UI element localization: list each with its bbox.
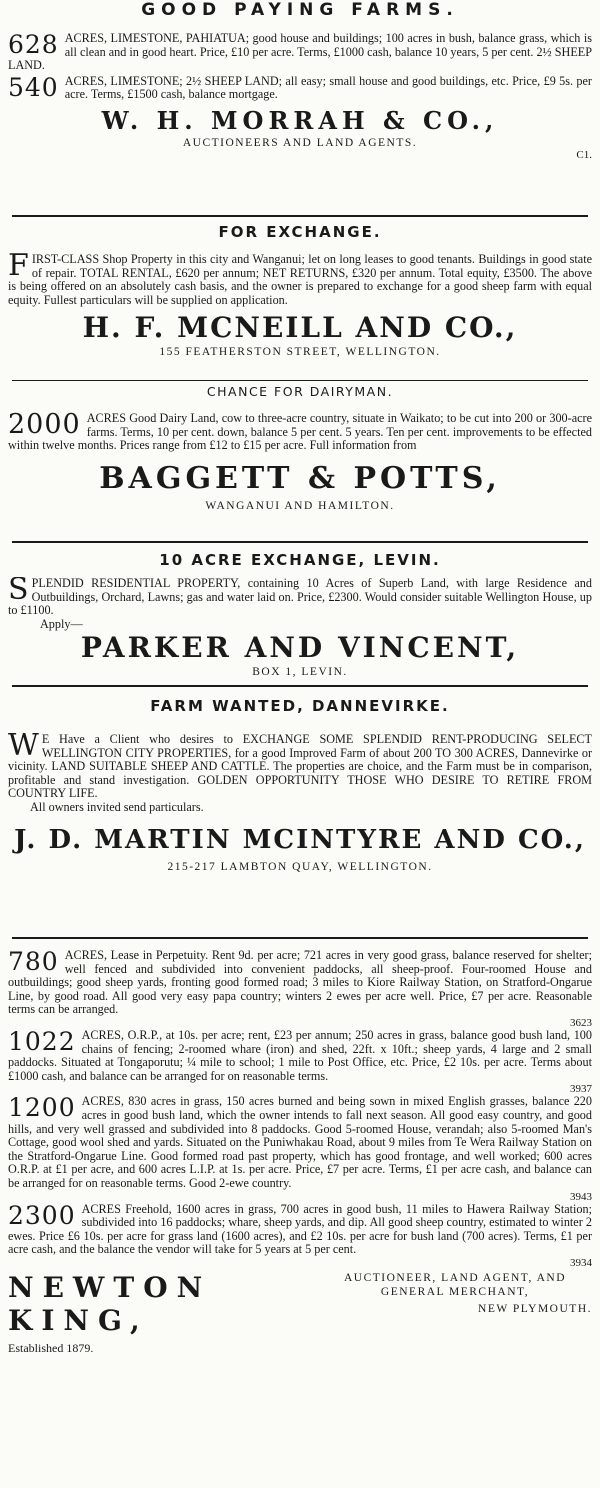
firm-address: BOX 1, LEVIN. bbox=[252, 666, 348, 679]
drop-cap: S bbox=[8, 577, 29, 607]
listing-number: 780 bbox=[8, 949, 59, 976]
established-line: Established 1879. bbox=[8, 1340, 94, 1355]
listing-number: 628 bbox=[8, 32, 59, 59]
listing-text: ACRES, 830 acres in grass, 150 acres burned and being sown in mixed English grasses, balance 220 acres in good bush land, which the owner intends to fall next season. All good easy country, and good hills, and very well grassed and subdivided into 8 paddocks. Good 5-roomed House, verandah; also 5-roomed Man's Cottage, good wool shed and yards. Situated on the Puniwhakau Road, about 9 miles from Te Wera Railway Station on the Stratford-Ongarue Line. Good formed road past property, which has good frontage, and well worked; 600 acres O.R.P. at £1 per acre, and 600 acres L.I.P. at 1s. per acre. Price, £7 per acre. Terms, £1 per acre cash, and balance can be arranged for on reasonable terms. Good 2-ewe country. bbox=[8, 1095, 592, 1190]
dairy-listing bbox=[8, 412, 592, 453]
ad-chance-for-dairyman bbox=[8, 381, 592, 541]
listing-number: 540 bbox=[8, 74, 59, 102]
firm-name-parker-vincent: PARKER AND VINCENT, bbox=[80, 631, 520, 665]
listing-text: ACRES, LIMESTONE, PAHIATUA; good house and buildings; 100 acres in bush, balance grass, which is all clean and in good heart. Price, £10 per acre. Terms, £1000 cash, balance 10 years, 5 per cent. 2½ SHEEP LAND. bbox=[8, 32, 592, 73]
ad-reference: 3943 bbox=[570, 1190, 592, 1203]
listing-text: IRST-CLASS Shop Property in this city and Wanganui; let on long leases to good tenants. Buildings in good state of repair. TOTAL RENTAL, £620 per annum; NET RETURNS, £320 per annum. Total equity, £3500. The above is being offered on an absolutely cash basis, and the owner is prepared to exchange for a good sheep farm with equal equity. Fullest particulars will be supplied on application. bbox=[8, 253, 592, 307]
levin-listing bbox=[8, 577, 592, 618]
listing-540 bbox=[8, 75, 592, 102]
firm-name-baggett-potts: BAGGETT & POTTS, bbox=[99, 460, 501, 496]
heading-10-acre-exchange: 10 ACRE EXCHANGE, LEVIN. bbox=[159, 551, 441, 569]
heading-for-exchange: FOR EXCHANGE. bbox=[218, 223, 382, 241]
exchange-listing bbox=[8, 253, 592, 307]
listing-1200 bbox=[8, 1095, 592, 1202]
listing-1022 bbox=[8, 1029, 592, 1095]
listing-780 bbox=[8, 949, 592, 1029]
divider bbox=[12, 937, 588, 939]
firm-name-newton-king: NEWTON KING, bbox=[8, 1270, 212, 1337]
ad-reference: 3934 bbox=[570, 1256, 592, 1269]
firm-name-martin-mcintyre: J. D. MARTIN MCINTYRE AND CO., bbox=[14, 824, 586, 855]
listing-text: ACRES, LIMESTONE; 2½ SHEEP LAND; all easy; small house and good buildings, etc. Price, £9 5s. per acre. Terms, £1500 cash, balance mortgage. bbox=[64, 74, 592, 102]
listing-text: ACRES Good Dairy Land, cow to three-acre country, situate in Waikato; to be cut into 200 or 300-acre farms. Terms, 10 per cent. down, balance 5 per cent. 5 years. Ten per cent. improvements to be effected within twelve months. Prices range from £12 to £15 per acre. Full information from bbox=[8, 412, 592, 453]
ad-for-exchange bbox=[8, 217, 592, 380]
ad-farm-wanted-dannevirke bbox=[8, 687, 592, 937]
ad-reference: 3937 bbox=[570, 1083, 592, 1096]
firm-subtitle: AUCTIONEERS AND LAND AGENTS. bbox=[182, 136, 418, 149]
firm-name-mcneill: H. F. MCNEILL AND CO., bbox=[82, 311, 518, 345]
firm-roles: AUCTIONEER, LAND AGENT, AND GENERAL MERCHANT, bbox=[343, 1271, 567, 1298]
newton-king-footer bbox=[8, 1271, 592, 1356]
ad-good-paying-farms bbox=[8, 0, 592, 215]
listing-number: 1200 bbox=[8, 1095, 76, 1123]
ad-reference: 3623 bbox=[570, 1016, 592, 1029]
listing-text: E Have a Client who desires to EXCHANGE SOME SPLENDID RENT-PRODUCING SELECT WELLINGTON CITY PROPERTIES, for a good Improved Farm of about 200 TO 300 ACRES, Dannevirke or vicinity. LAND SUITABLE SHEEP AND CATTLE. The properties are choice, and the Farm must be in comparison, profitable and stand investigation. GOLDEN OPPORTUNITY THOSE WHO DESIRE TO RETIRE FROM COUNTRY LIFE. bbox=[8, 733, 592, 801]
ad-newton-king bbox=[8, 949, 592, 1449]
firm-address: 155 FEATHERSTON STREET, WELLINGTON. bbox=[159, 346, 441, 359]
newton-king-right bbox=[308, 1271, 592, 1315]
ad-10-acre-exchange-levin bbox=[8, 543, 592, 685]
apply-line: Apply— bbox=[40, 616, 83, 631]
drop-cap: F bbox=[8, 253, 29, 283]
firm-name-morrah: W. H. MORRAH & CO., bbox=[101, 105, 499, 135]
firm-address: 215-217 LAMBTON QUAY, WELLINGTON. bbox=[167, 860, 433, 873]
firm-town: NEW PLYMOUTH. bbox=[478, 1302, 592, 1315]
newton-king-left bbox=[8, 1271, 308, 1356]
wanted-listing bbox=[8, 733, 592, 801]
listing-text: ACRES Freehold, 1600 acres in grass, 700 acres in good bush, 11 miles to Hawera Railway Station; subdivided into 16 paddocks; whare, sheep yards, and dip. All good sheep country, estimated to winter 2 ewes. Price £6 10s. per acre for grass land (1600 acres), and £2 10s. per acre for bush land (700 acres). Terms, £1 per acre cash, and the balance the vendor will take for 5 years at 5 per cent. bbox=[8, 1202, 592, 1257]
drop-cap: W bbox=[8, 733, 39, 763]
listing-2300 bbox=[8, 1203, 592, 1269]
owners-note: All owners invited send particulars. bbox=[30, 799, 204, 814]
listing-number: 2000 bbox=[8, 412, 81, 440]
heading-chance-for-dairyman: CHANCE FOR DAIRYMAN. bbox=[206, 384, 394, 399]
heading-good-paying-farms: GOOD PAYING FARMS. bbox=[141, 0, 459, 20]
heading-farm-wanted: FARM WANTED, DANNEVIRKE. bbox=[150, 697, 450, 715]
ad-reference: C1. bbox=[576, 148, 592, 161]
listing-text: PLENDID RESIDENTIAL PROPERTY, containing 10 Acres of Superb Land, with large Residence and Outbuildings, Orchard, Lawns; gas and water laid on. Price, £2300. Would consider suitable Wellington House, up to £1100. bbox=[8, 577, 592, 618]
listing-number: 1022 bbox=[8, 1028, 76, 1056]
listing-text: ACRES, O.R.P., at 10s. per acre; rent, £23 per annum; 250 acres in grass, balance good bush land, 100 chains of fencing; 2-roomed whare (iron) and shed, 22ft. x 10ft.; sheep yards, 4 large and 2 small paddocks. Situated at Tongaporutu; ¼ mile to school; 1 mile to Post Office, etc. Price, £2 10s. per acre. Terms about £1000 cash, and balance can be arranged for on reasonable terms. bbox=[8, 1028, 592, 1083]
listing-628 bbox=[8, 32, 592, 73]
listing-text: ACRES, Lease in Perpetuity. Rent 9d. per acre; 721 acres in very good grass, balance reserved for shelter; well fenced and subdivided into convenient paddocks, all sheep-proof. Four-roomed House and outbuildings; good sheep yards, fronting good formed road; 3 miles to Kiore Railway Station, on Stratford-Ongarue Line, by good road. All good very easy papa country; winters 2 ewes per acre well. Price, £7 per acre. Reasonable terms can be arranged. bbox=[8, 949, 592, 1017]
firm-address: WANGANUI AND HAMILTON. bbox=[205, 499, 395, 512]
listing-number: 2300 bbox=[8, 1202, 76, 1230]
